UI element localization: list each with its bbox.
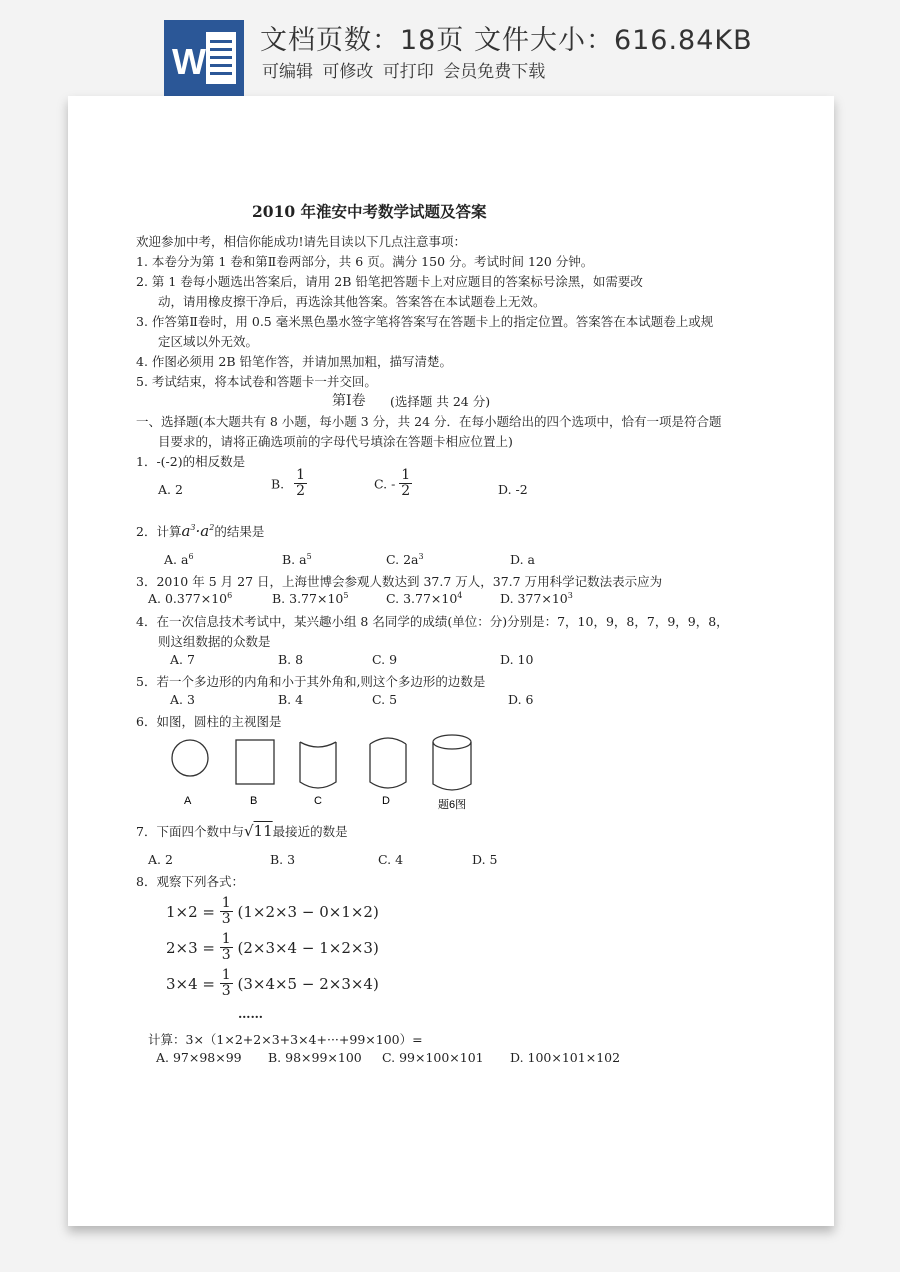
q6-shape-a <box>172 740 208 776</box>
q3-option-d: D. $377\times 10^3$ <box>500 591 573 607</box>
q6-shape-fig <box>433 735 471 790</box>
q6-figure-caption: 题6图 <box>438 799 467 811</box>
q8-equation-2: 2×3 = $\frac{1}{3}$ (2×3×4 − 1×2×3) <box>166 931 379 964</box>
q8-option-c: C. 99×100×101 <box>382 1050 484 1065</box>
q8-option-a: A. 97×98×99 <box>156 1050 242 1065</box>
q3-option-a: A. $0.377\times 10^6$ <box>148 591 233 607</box>
section-title: 第Ⅰ卷 <box>332 393 366 409</box>
q5-option-c: C. 5 <box>372 692 398 707</box>
note-line: 2. 第 1 卷每小题选出答案后，请用 2B 铅笔把答题卡上对应题目的答案标号涂黑，如需要改 <box>136 274 643 289</box>
q4-option-b: B. 8 <box>278 652 304 667</box>
note-line: 1. 本卷分为第 1 卷和第Ⅱ卷两部分，共 6 页。满分 150 分。考试时间 120 分钟。 <box>136 254 594 269</box>
q1-option-b: B. $\frac{1}{2}$ <box>271 467 306 500</box>
q1-option-d: D. -2 <box>498 482 528 497</box>
q5-option-a: A. 3 <box>170 692 195 707</box>
q4-option-c: C. 9 <box>372 652 398 667</box>
q2-option-c: C. $2a^3$ <box>386 552 424 568</box>
svg-text:W: W <box>172 41 206 82</box>
q5-option-b: B. 4 <box>278 692 304 707</box>
q8-option-d: D. 100×101×102 <box>510 1050 621 1065</box>
q1-option-c: C. - $\frac{1}{2}$ <box>374 467 411 500</box>
document-page <box>68 96 834 1226</box>
q6-label-b: B <box>250 795 258 807</box>
q4-option-a: A. 7 <box>170 652 195 667</box>
q4-option-d: D. 10 <box>500 652 534 667</box>
intro-text: 欢迎参加中考，相信你能成功!请先目读以下几点注意事项： <box>136 234 467 249</box>
banner-subtitle: 可编辑 可修改 可打印 会员免费下载 <box>262 62 546 82</box>
q8-equation-1: 1×2 = $\frac{1}{3}$ (1×2×3 − 0×1×2) <box>166 895 379 928</box>
note-line: 定区域以外无效。 <box>158 334 259 349</box>
question-7: 7．下面四个数中与√11最接近的数是 <box>136 822 348 840</box>
q8-equation-3: 3×4 = $\frac{1}{3}$ (3×4×5 − 2×3×4) <box>166 967 379 1000</box>
q6-figure <box>166 732 486 812</box>
q7-option-a: A. 2 <box>148 852 173 867</box>
q6-shape-b <box>236 740 274 784</box>
q6-label-a: A <box>184 795 192 807</box>
q1-option-a: A. 2 <box>158 482 183 497</box>
q5-option-d: D. 6 <box>508 692 534 707</box>
banner-title: 文档页数：18页 文件大小：616.84KB <box>260 25 753 56</box>
q7-option-c: C. 4 <box>378 852 404 867</box>
question-4-cont: 则这组数据的众数是 <box>158 634 271 649</box>
q8-calculation: 计算：3×（1×2+2×3+3×4+···+99×100）= <box>148 1032 423 1047</box>
note-line: 5. 考试结束，将本试卷和答题卡一并交回。 <box>136 374 377 389</box>
part-instructions: 目要求的，请将正确选项前的字母代号填涂在答题卡相应位置上) <box>158 434 513 449</box>
question-2: 2．计算$a^3\cdot a^2$的结果是 <box>136 522 265 540</box>
q7-option-b: B. 3 <box>270 852 296 867</box>
question-8: 8．观察下列各式： <box>136 874 244 889</box>
q2-option-d: D. a <box>510 552 535 567</box>
part-instructions: 一、选择题(本大题共有 8 小题，每小题 3 分，共 24 分．在每小题给出的四个选项中，恰有一项是符合题 <box>136 414 722 429</box>
question-3: 3．2010 年 5 月 27 日，上海世博会参观人数达到 37.7 万人，37.7 万用科学记数法表示应为 <box>136 574 663 589</box>
q7-option-d: D. 5 <box>472 852 498 867</box>
q6-label-c: C <box>314 795 322 807</box>
q2-option-a: A. $a^6$ <box>164 552 194 568</box>
q8-option-b: B. 98×99×100 <box>268 1050 362 1065</box>
question-5: 5．若一个多边形的内角和小于其外角和,则这个多边形的边数是 <box>136 674 486 689</box>
note-line: 4. 作图必须用 2B 铅笔作答，并请加黑加粗，描写清楚。 <box>136 354 452 369</box>
question-6: 6．如图，圆柱的主视图是 <box>136 714 282 729</box>
document-title: 2010 年淮安中考数学试题及答案 <box>252 202 487 221</box>
q3-option-c: C. $3.77\times 10^4$ <box>386 591 463 607</box>
note-line: 3. 作答第Ⅱ卷时，用 0.5 毫米黑色墨水签字笔将答案写在答题卡上的指定位置。答案答在本试题卷上或规 <box>136 314 714 329</box>
q6-shape-d <box>370 738 406 788</box>
note-line: 动，请用橡皮擦干净后，再选涂其他答案。答案答在本试题卷上无效。 <box>158 294 546 309</box>
q6-label-d: D <box>382 795 390 807</box>
document-info-banner <box>0 0 900 96</box>
question-4: 4．在一次信息技术考试中，某兴趣小组 8 名同学的成绩(单位：分)分别是：7，10，9，8，7，9，9，8， <box>136 614 729 629</box>
word-document-icon <box>164 20 244 96</box>
section-subtitle: (选择题 共 24 分) <box>390 394 491 409</box>
question-1: 1．-(-2)的相反数是 <box>136 454 246 469</box>
q2-option-b: B. $a^5$ <box>282 552 312 568</box>
q8-ellipsis: …… <box>238 1006 263 1021</box>
q6-shape-c <box>300 742 336 788</box>
q3-option-b: B. $3.77\times 10^5$ <box>272 591 349 607</box>
